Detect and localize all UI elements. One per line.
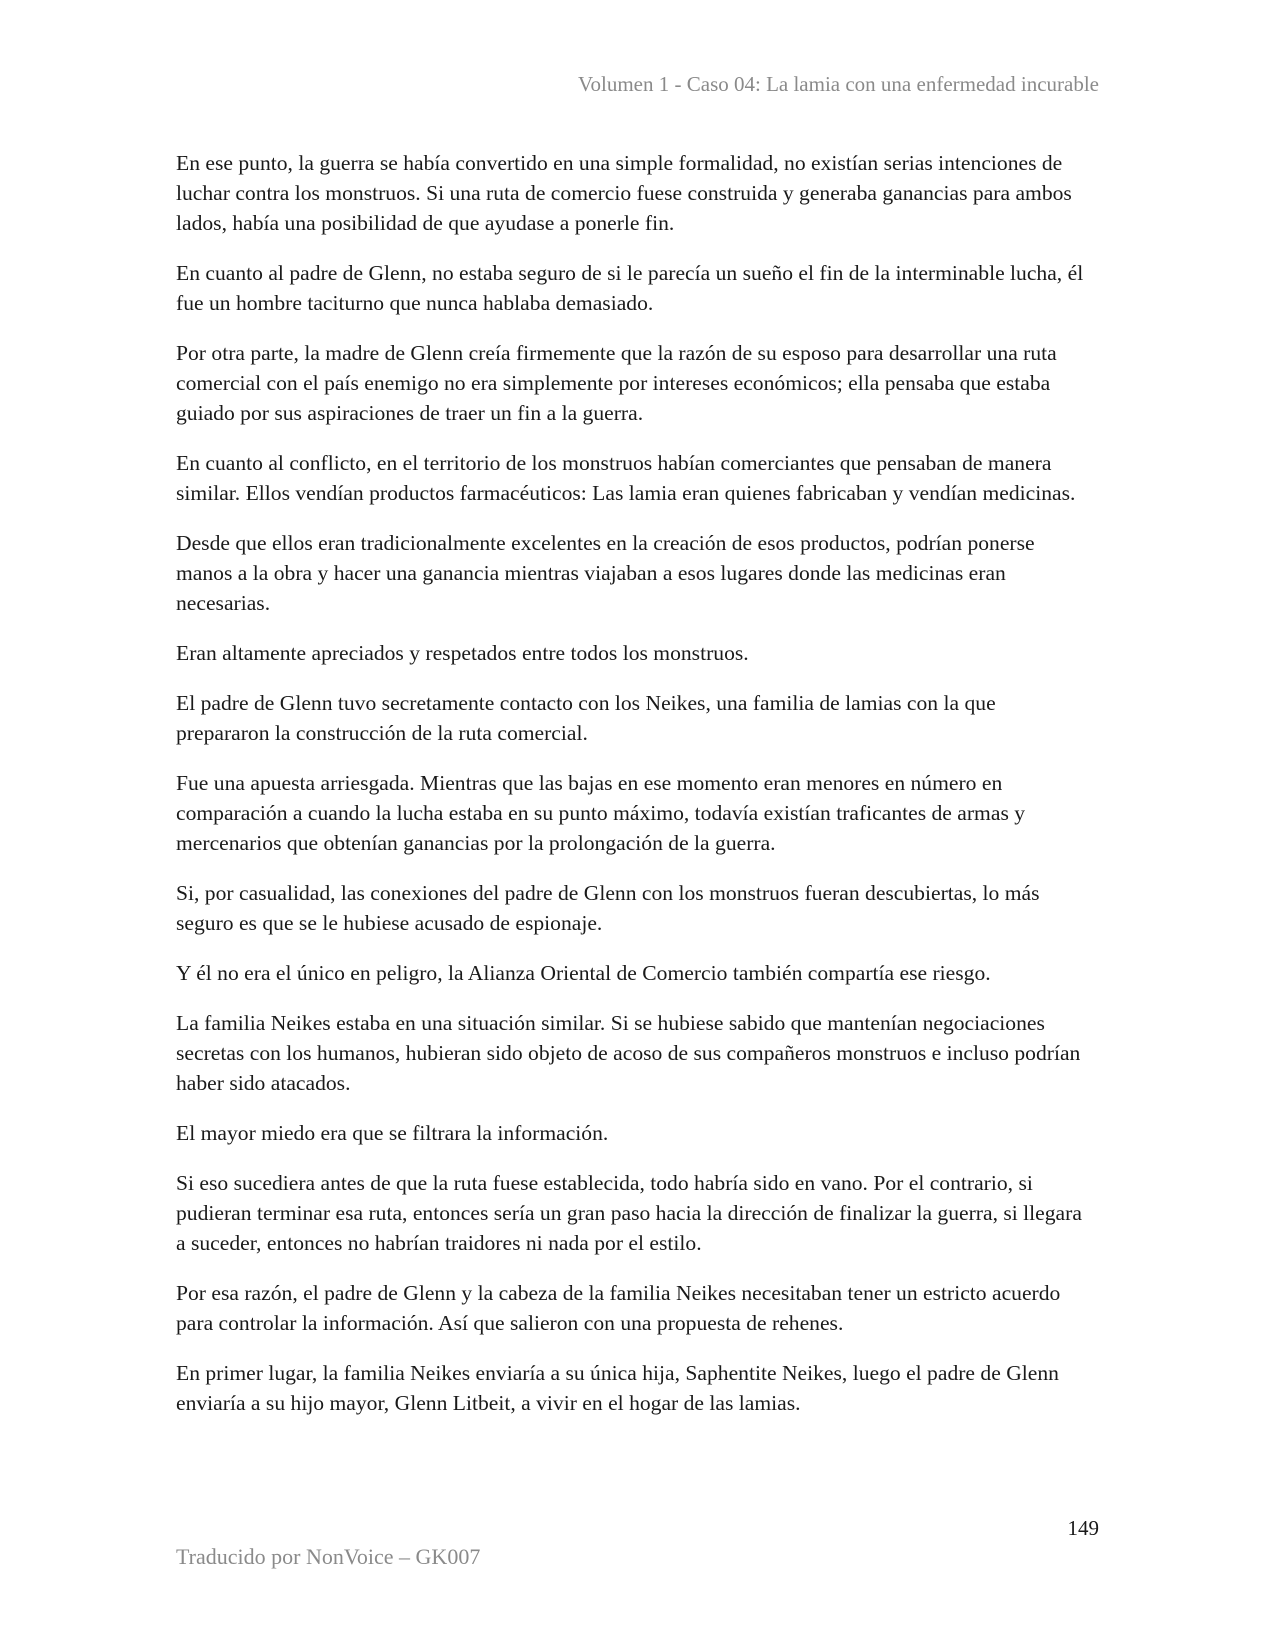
paragraph: En primer lugar, la familia Neikes enviaría a su única hija, Saphentite Neikes, luego el padre de Glenn enviaría a su hijo mayor, Glenn Litbeit, a vivir en el hogar de las lamias. <box>176 1361 1059 1415</box>
paragraph: Si, por casualidad, las conexiones del padre de Glenn con los monstruos fueran descubiertas, lo más seguro es que se le hubiese acusado de espionaje. <box>176 881 1040 935</box>
paragraph: Por esa razón, el padre de Glenn y la cabeza de la familia Neikes necesitaban tener un estricto acuerdo para controlar la información. Así que salieron con una propuesta de rehenes. <box>176 1281 1061 1335</box>
paragraph: Eran altamente apreciados y respetados entre todos los monstruos. <box>176 641 749 665</box>
paragraph: Por otra parte, la madre de Glenn creía firmemente que la razón de su esposo para desarrollar una ruta comercial con el país enemigo no era simplemente por intereses económicos; ella pensaba que estaba guiado por sus aspiraciones de traer un fin a la guerra. <box>176 341 1057 425</box>
paragraph: Desde que ellos eran tradicionalmente excelentes en la creación de esos productos, podrían ponerse manos a la obra y hacer una ganancia mientras viajaban a esos lugares donde las medicinas eran necesarias. <box>176 531 1035 615</box>
paragraph: Si eso sucediera antes de que la ruta fuese establecida, todo habría sido en vano. Por el contrario, si pudieran terminar esa ruta, entonces sería un gran paso hacia la dirección de finalizar la guerra, si llegara a suceder, entonces no habrían traidores ni nada por el estilo. <box>176 1171 1082 1255</box>
paragraph: La familia Neikes estaba en una situación similar. Si se hubiese sabido que mantenían negociaciones secretas con los humanos, hubieran sido objeto de acoso de sus compañeros monstruos e incluso podrían haber sido atacados. <box>176 1011 1081 1095</box>
translator-credit: Traducido por NonVoice – GK007 <box>176 1544 481 1569</box>
paragraph: Fue una apuesta arriesgada. Mientras que las bajas en ese momento eran menores en número en comparación a cuando la lucha estaba en su punto máximo, todavía existían traficantes de armas y mercenarios que obtenían ganancias por la prolongación de la guerra. <box>176 771 1026 855</box>
paragraph: En ese punto, la guerra se había convertido en una simple formalidad, no existían serias intenciones de luchar contra los monstruos. Si una ruta de comercio fuese construida y generaba ganancias para ambos lados, había una posibilidad de que ayudase a ponerle fin. <box>176 151 1072 235</box>
paragraph: El mayor miedo era que se filtrara la información. <box>176 1121 609 1145</box>
paragraph: Y él no era el único en peligro, la Alianza Oriental de Comercio también compartía ese riesgo. <box>176 961 991 985</box>
paragraph: En cuanto al conflicto, en el territorio de los monstruos habían comerciantes que pensaban de manera similar. Ellos vendían productos farmacéuticos: Las lamia eran quienes fabricaban y vendían medicinas. <box>176 451 1076 505</box>
paragraph: El padre de Glenn tuvo secretamente contacto con los Neikes, una familia de lamias con la que prepararon la construcción de la ruta comercial. <box>176 691 996 745</box>
running-header: Volumen 1 - Caso 04: La lamia con una enfermedad incurable <box>578 72 1099 96</box>
paragraph: En cuanto al padre de Glenn, no estaba seguro de si le parecía un sueño el fin de la interminable lucha, él fue un hombre taciturno que nunca hablaba demasiado. <box>176 261 1084 315</box>
body-text <box>176 148 1094 1438</box>
page-number: 149 <box>1067 1516 1099 1540</box>
